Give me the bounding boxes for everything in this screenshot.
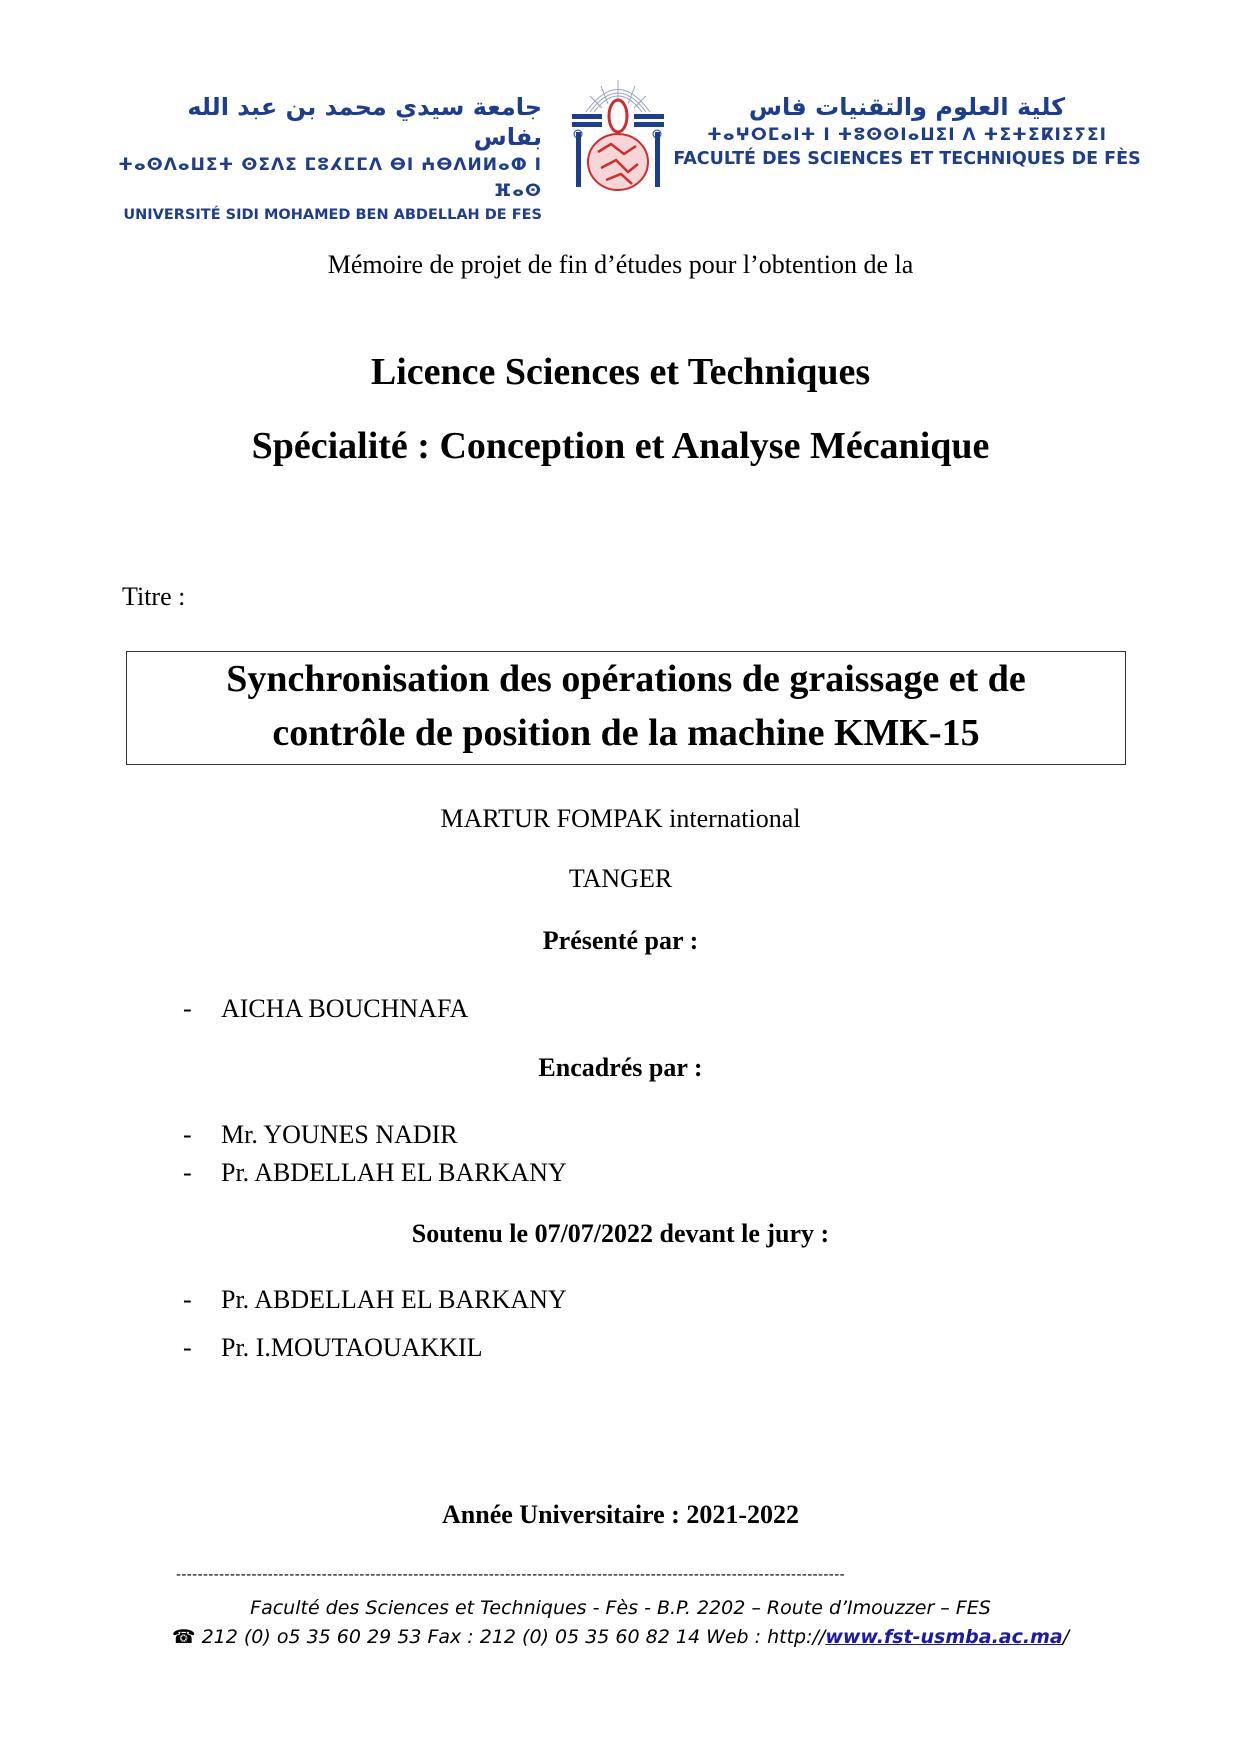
degree-title: Licence Sciences et Techniques <box>370 351 871 393</box>
jury-label: Soutenu le 07/07/2022 devant le jury : <box>411 1219 830 1248</box>
jury-member-item <box>183 1285 567 1315</box>
university-name-tifinagh: ⵜⴰⵙⴷⴰⵡⵉⵜ ⵙⵉⴷⵉ ⵎⵓⵃⵎⵎⴷ ⴱⵏ ⵄⴱⴷⵍⵍⴰⵀ ⵏ ⴼⴰⵙ <box>118 155 542 201</box>
phone-icon: ☎ <box>171 1626 196 1648</box>
list-dash: - <box>183 994 192 1023</box>
list-dash: - <box>183 1285 192 1314</box>
jury-member-name: Pr. ABDELLAH EL BARKANY <box>221 1285 567 1314</box>
degree-specialty: Spécialité : Conception et Analyse Mécanique <box>251 425 990 467</box>
university-name-latin: UNIVERSITÉ SIDI MOHAMED BEN ABDELLAH DE FES <box>123 207 542 223</box>
jury-member-name: Pr. I.MOUTAOUAKKIL <box>221 1333 483 1362</box>
jury-member-item <box>183 1333 483 1363</box>
supervised-by-label: Encadrés par : <box>538 1053 703 1082</box>
supervisor-name: Pr. ABDELLAH EL BARKANY <box>221 1158 567 1187</box>
supervisor-name: Mr. YOUNES NADIR <box>221 1120 458 1149</box>
faculty-name-latin: FACULTÉ DES SCIENCES ET TECHNIQUES DE FÈS <box>673 149 1141 169</box>
title-label: Titre : <box>122 582 186 611</box>
website-link[interactable]: www.fst-usmba.ac.ma <box>825 1626 1063 1648</box>
thesis-title-box <box>126 651 1126 765</box>
supervisor-item <box>183 1158 567 1188</box>
university-emblem-icon <box>566 72 670 194</box>
supervisor-item <box>183 1120 458 1150</box>
list-dash: - <box>183 1333 192 1362</box>
thesis-title-line-2: contrôle de position de la machine KMK-15 <box>272 712 980 754</box>
university-header <box>112 92 542 226</box>
university-name-arabic: جامعة سيدي محمد بن عبد الله بفاس <box>187 93 542 151</box>
footer-contact-suffix: / <box>1062 1626 1070 1648</box>
footer-address: Faculté des Sciences et Techniques - Fès - B.P. 2202 – Route d’Imouzzer – FES <box>250 1597 991 1619</box>
company-city: TANGER <box>568 864 673 893</box>
intro-text: Mémoire de projet de fin d’études pour l’obtention de la <box>327 250 914 279</box>
thesis-title-line-1: Synchronisation des opérations de graissage et de <box>226 658 1026 700</box>
footer-separator: ---------------------------------------------------------------------------------------------------------------------------- <box>176 1566 845 1583</box>
faculty-name-arabic: كلية العلوم والتقنيات فاس <box>748 93 1066 121</box>
footer-contact-text: 212 (0) o5 35 60 29 53 Fax : 212 (0) 05 35 60 82 14 Web : http:// <box>195 1626 826 1648</box>
footer-contact <box>0 1626 1241 1648</box>
faculty-name-tifinagh: ⵜⴰⵖⵔⵎⴰⵏⵜ ⵏ ⵜⵓⵙⵙⵏⴰⵡⵉⵏ ⴷ ⵜⵉⵜⵉⴽⵏⵉⵢⵉⵏ <box>707 125 1107 145</box>
faculty-header <box>672 92 1142 170</box>
student-item <box>183 994 468 1024</box>
presented-by-label: Présenté par : <box>542 926 699 955</box>
list-dash: - <box>183 1158 192 1187</box>
student-name: AICHA BOUCHNAFA <box>221 994 469 1023</box>
academic-year: Année Universitaire : 2021-2022 <box>442 1500 799 1529</box>
company-name: MARTUR FOMPAK international <box>440 804 801 833</box>
list-dash: - <box>183 1120 192 1149</box>
